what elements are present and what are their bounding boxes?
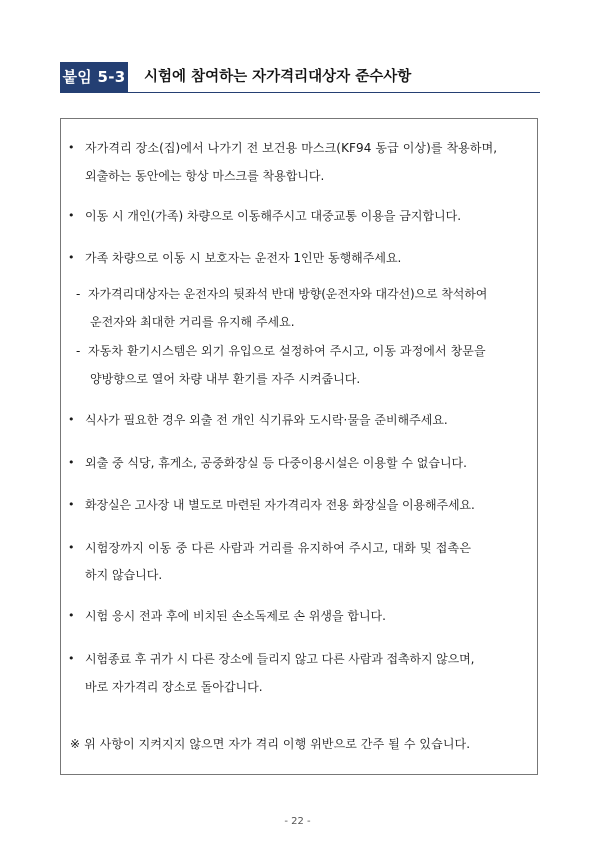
bullet-icon: • — [68, 141, 75, 154]
appendix-badge: 붙임 5-3 — [60, 62, 128, 92]
item-9-line-2: 바로 자가격리 장소로 돌아갑니다. — [85, 680, 263, 694]
dash-icon: - — [76, 344, 81, 358]
item-7-line-2: 하지 않습니다. — [85, 568, 163, 582]
dash-icon: - — [76, 287, 81, 301]
page-number: - 22 - — [284, 816, 311, 827]
item-3-sub-1-line-2: 운전자와 최대한 거리를 유지해 주세요. — [90, 315, 295, 329]
item-3-line-1: 가족 차량으로 이동 시 보호자는 운전자 1인만 동행해주세요. — [85, 251, 402, 265]
item-3-sub-2-line-1: 자동차 환기시스템은 외기 유입으로 설정하여 주시고, 이동 과정에서 창문을 — [88, 344, 486, 358]
page-title: 시험에 참여하는 자가격리대상자 준수사항 — [144, 69, 412, 85]
item-7-line-1: 시험장까지 이동 중 다른 사람과 거리를 유지하여 주시고, 대화 및 접촉은 — [85, 541, 472, 555]
warning-note: ※ 위 사항이 지켜지지 않으면 자가 격리 이행 위반으로 간주 될 수 있습니다. — [70, 737, 471, 751]
item-2-line-1: 이동 시 개인(가족) 차량으로 이동해주시고 대중교통 이용을 금지합니다. — [85, 209, 462, 223]
bullet-icon: • — [68, 541, 75, 554]
item-3-sub-2-line-2: 양방향으로 열어 차량 내부 환기를 자주 시켜줍니다. — [90, 372, 361, 386]
bullet-icon: • — [68, 498, 75, 511]
section-header — [60, 62, 540, 93]
bullet-icon: • — [68, 209, 75, 222]
item-8-line-1: 시험 응시 전과 후에 비치된 손소독제로 손 위생을 합니다. — [85, 609, 386, 623]
item-4-line-1: 식사가 필요한 경우 외출 전 개인 식기류와 도시락·물을 준비해주세요. — [85, 413, 448, 427]
bullet-icon: • — [68, 251, 75, 264]
bullet-icon: • — [68, 456, 75, 469]
item-1-line-2: 외출하는 동안에는 항상 마스크를 착용합니다. — [85, 169, 325, 183]
item-9-line-1: 시험종료 후 귀가 시 다른 장소에 들리지 않고 다른 사람과 접촉하지 않으며, — [85, 652, 475, 666]
bullet-icon: • — [68, 413, 75, 426]
bullet-icon: • — [68, 609, 75, 622]
item-6-line-1: 화장실은 고사장 내 별도로 마련된 자가격리자 전용 화장실을 이용해주세요. — [85, 498, 475, 512]
item-5-line-1: 외출 중 식당, 휴게소, 공중화장실 등 다중이용시설은 이용할 수 없습니다. — [85, 456, 467, 470]
item-3-sub-1-line-1: 자가격리대상자는 운전자의 뒷좌석 반대 방향(운전자와 대각선)으로 착석하여 — [88, 287, 488, 301]
item-1-line-1: 자가격리 장소(집)에서 나가기 전 보건용 마스크(KF94 동급 이상)를 착용하며, — [85, 141, 498, 155]
bullet-icon: • — [68, 652, 75, 665]
